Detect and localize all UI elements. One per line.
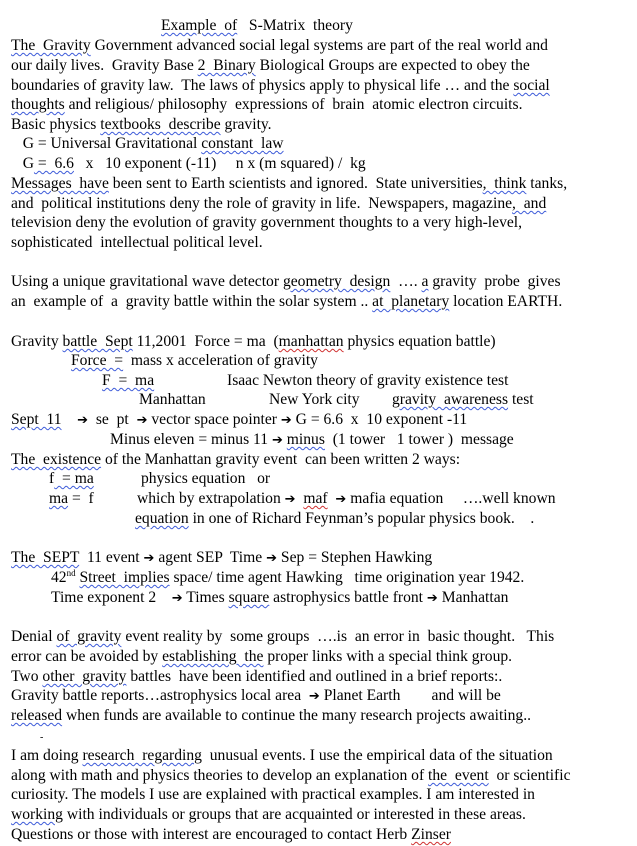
arrow-right-icon: ➔ [143, 551, 155, 566]
text-span: = f [68, 490, 94, 507]
text-span: mass x acceleration of gravity [123, 352, 318, 369]
stray-mark: - [40, 732, 44, 743]
text-span: The SEPT [11, 549, 80, 566]
text-span: equation [135, 510, 189, 527]
text-span: been sent to Earth scientists and ignored. State universities [108, 175, 483, 192]
text-span: 42 [51, 569, 67, 586]
p4-line-4b [269, 390, 360, 410]
p3-line-1 [11, 272, 561, 292]
text-span: I am doing [11, 747, 83, 764]
text-span: , think [482, 175, 527, 192]
text-span: (1 tower 1 tower ) message [324, 431, 514, 448]
p4-line-9b [137, 489, 556, 509]
text-span: geometry design [282, 273, 391, 290]
text-span: thoughts [11, 96, 65, 113]
p2-line-4 [11, 233, 263, 253]
text-span: curiosity. The models I use are explained with practical examples. I am interested in [11, 786, 535, 803]
p4-line-8b [141, 469, 270, 489]
text-span: sophisticated intellectual political level. [11, 234, 263, 251]
document-title [161, 16, 353, 36]
p7-line-2 [11, 766, 571, 786]
text-span: astrophysics battle front [269, 589, 427, 606]
text-span: manhattan [278, 333, 344, 350]
p6-line-5 [11, 706, 531, 726]
text-span: gravity. [220, 116, 272, 133]
text-span: and political institutions deny the role of gravity in life. Newspapers, magazine [11, 195, 513, 212]
p7-line-5 [11, 825, 451, 845]
text-span: G = Universal Gravitational [11, 135, 202, 152]
text-span: se pt [95, 411, 129, 428]
text-span: Sep = Stephen Hawking [277, 549, 433, 566]
arrow-right-icon: ➔ [266, 551, 277, 566]
text-span: f [49, 470, 55, 487]
text-span: maf [303, 490, 328, 507]
text-span: Planet Earth and will be [319, 687, 501, 704]
arrow-right-icon: ➔ [308, 689, 320, 704]
text-span: Government advanced social legal systems are part of the real world and [90, 37, 548, 54]
text-span: space/ time agent Hawking time origination year 1942. [169, 569, 525, 586]
text-span: location EARTH. [449, 293, 563, 310]
text-span: unusual events. I use the empirical data of the situation [201, 747, 553, 764]
text-span: The existence [11, 451, 102, 468]
p7-line-4 [11, 805, 526, 825]
text-span: an example of a gravity battle within the solar system .. [11, 293, 373, 310]
p4-line-6 [110, 430, 514, 450]
text-span: tanks, [526, 175, 568, 192]
text-span: Gravity [11, 333, 63, 350]
text-span: released [11, 707, 63, 724]
text-span: Manhattan [139, 391, 206, 408]
arrow-right-icon: ➔ [284, 492, 296, 507]
text-span: with individuals or groups that are acquainted or interested in these areas. [62, 806, 526, 823]
text-span: physics equation or [141, 470, 271, 487]
text-span: Denial [11, 628, 57, 645]
text-span: the event [428, 767, 489, 784]
p5-line-3 [51, 588, 508, 608]
text-span: textbooks describe [100, 116, 221, 133]
text-span: 2 Binary [197, 57, 256, 74]
text-span: Times [182, 589, 229, 606]
p7-line-1 [11, 746, 553, 766]
text-span: along with math and physics theories to develop an explanation of [11, 767, 429, 784]
p4-line-3a [102, 371, 154, 391]
text-span: when funds are available to continue the many research projects awaiting.. [62, 707, 532, 724]
text-span: boundaries of gravity law. The laws of physics apply to physical life … and the [11, 77, 514, 94]
text-span: Force = [71, 352, 124, 369]
arrow-right-icon: ➔ [171, 591, 183, 606]
text-span: event reality by some groups ….is an error in basic thought. This [121, 628, 555, 645]
text-span: our daily lives. Gravity Base [11, 57, 198, 74]
p4-line-4c [392, 390, 534, 410]
text-span: x 10 exponent (-11) n x (m squared) / kg [73, 155, 366, 172]
p2-line-2 [11, 194, 546, 214]
p2-line-1 [11, 174, 567, 194]
p5-line-2 [51, 568, 524, 588]
text-span: Using a unique gravitational wave detector [11, 273, 283, 290]
arrow-right-icon: ➔ [280, 413, 292, 428]
text-span: Isaac Newton theory of gravity existence test [227, 372, 509, 389]
p1-line-5 [11, 115, 272, 135]
text-span: error can be avoided by [11, 648, 163, 665]
text-span: of gravity [56, 628, 122, 645]
text-span: television deny the evolution of gravity government thoughts to a very high-level, [11, 214, 523, 231]
text-span: , and [512, 195, 547, 212]
text-span: Minus eleven = minus 11 [110, 431, 272, 448]
text-span: G [11, 155, 34, 172]
text-span: gravity probe gives [428, 273, 561, 290]
p1-line-3 [11, 76, 550, 96]
p6-line-4 [11, 686, 501, 706]
text-span: battles have been identified and outlined in a brief reports:. [126, 668, 503, 685]
text-span: …. [390, 273, 422, 290]
text-span: working [11, 806, 63, 823]
text-span: Two [11, 668, 43, 685]
text-span: constant law [201, 135, 284, 152]
text-span: G = 6.6 x 10 exponent -11 [295, 411, 468, 428]
title-word-example: Example [161, 17, 217, 34]
title-word-of: of [216, 17, 238, 34]
p4-line-7 [11, 450, 460, 470]
p4-line-2 [71, 351, 318, 371]
text-span: mafia equation ….well known [350, 490, 556, 507]
text-span: ma [49, 490, 69, 507]
p4-line-10 [135, 509, 534, 529]
text-span: agent SEP Time [154, 549, 267, 566]
text-span: 11 event [79, 549, 144, 566]
p2-line-3 [11, 213, 522, 233]
p6-line-3 [11, 667, 502, 687]
p4-line-5 [11, 410, 467, 430]
p4-line-9a [49, 489, 94, 509]
p4-line-3b [227, 371, 508, 391]
text-span: gravity awareness [392, 391, 509, 408]
text-span: = ma [54, 470, 94, 487]
text-span: social [513, 77, 550, 94]
p1-line-7 [11, 154, 366, 174]
text-span: Manhattan [437, 589, 509, 606]
text-span: Gravity battle reports…astrophysics local area [11, 687, 309, 704]
text-span: other gravity [42, 668, 127, 685]
text-span: square [228, 589, 270, 606]
arrow-right-icon: ➔ [426, 591, 438, 606]
text-span: proper links with a special think group. [263, 648, 513, 665]
text-span: a [421, 273, 429, 290]
text-span: The Gravity [11, 37, 91, 54]
text-span: minus [286, 431, 325, 448]
ordinal-suffix: nd [66, 567, 76, 578]
text-span: Questions or those with interest are encouraged to contact Herb [11, 826, 412, 843]
p6-line-2 [11, 647, 512, 667]
text-span: physics equation battle) [343, 333, 496, 350]
p7-line-3 [11, 785, 535, 805]
p4-line-1 [11, 332, 496, 352]
p3-line-2 [11, 292, 562, 312]
title-rest: S-Matrix theory [237, 17, 353, 34]
p5-line-1 [11, 548, 432, 568]
text-span: 11,2001 Force = ma ( [132, 333, 279, 350]
text-span: F = ma [102, 372, 155, 389]
p1-line-6 [11, 134, 284, 154]
text-span: Sept 11 [11, 411, 62, 428]
text-span: establishing the [162, 648, 264, 665]
text-span: in one of Richard Feynman’s popular physics book. . [188, 510, 535, 527]
text-span: of the Manhattan gravity event can been written 2 ways: [101, 451, 461, 468]
text-span: at planetary [372, 293, 450, 310]
text-span: vector space pointer [151, 411, 277, 428]
text-span: test [508, 391, 534, 408]
text-span: Street implies [79, 569, 170, 586]
text-span: research regarding [82, 747, 202, 764]
text-span: Messages have [11, 175, 109, 192]
p4-line-8a [49, 469, 94, 489]
p6-line-1 [11, 627, 554, 647]
text-span: Biological Groups are expected to obey the [255, 57, 530, 74]
p4-line-4a [139, 390, 206, 410]
text-span: which by extrapolation [137, 490, 285, 507]
arrow-right-icon: ➔ [77, 413, 89, 428]
text-span: = 6.6 [33, 155, 74, 172]
text-span: or scientific [488, 767, 571, 784]
p1-line-2 [11, 56, 530, 76]
arrow-right-icon: ➔ [335, 492, 347, 507]
p1-line-4 [11, 95, 522, 115]
text-span: Time exponent 2 [51, 589, 172, 606]
arrow-right-icon: ➔ [271, 433, 283, 448]
p1-line-1 [11, 36, 548, 56]
text-span: New York city [269, 391, 360, 408]
text-span: Zinser [411, 826, 451, 843]
arrow-right-icon: ➔ [136, 413, 148, 428]
text-span: battle Sept [62, 333, 133, 350]
text-span: Basic physics [11, 116, 101, 133]
text-span: and religious/ philosophy expressions of brain atomic electron circuits. [64, 96, 523, 113]
